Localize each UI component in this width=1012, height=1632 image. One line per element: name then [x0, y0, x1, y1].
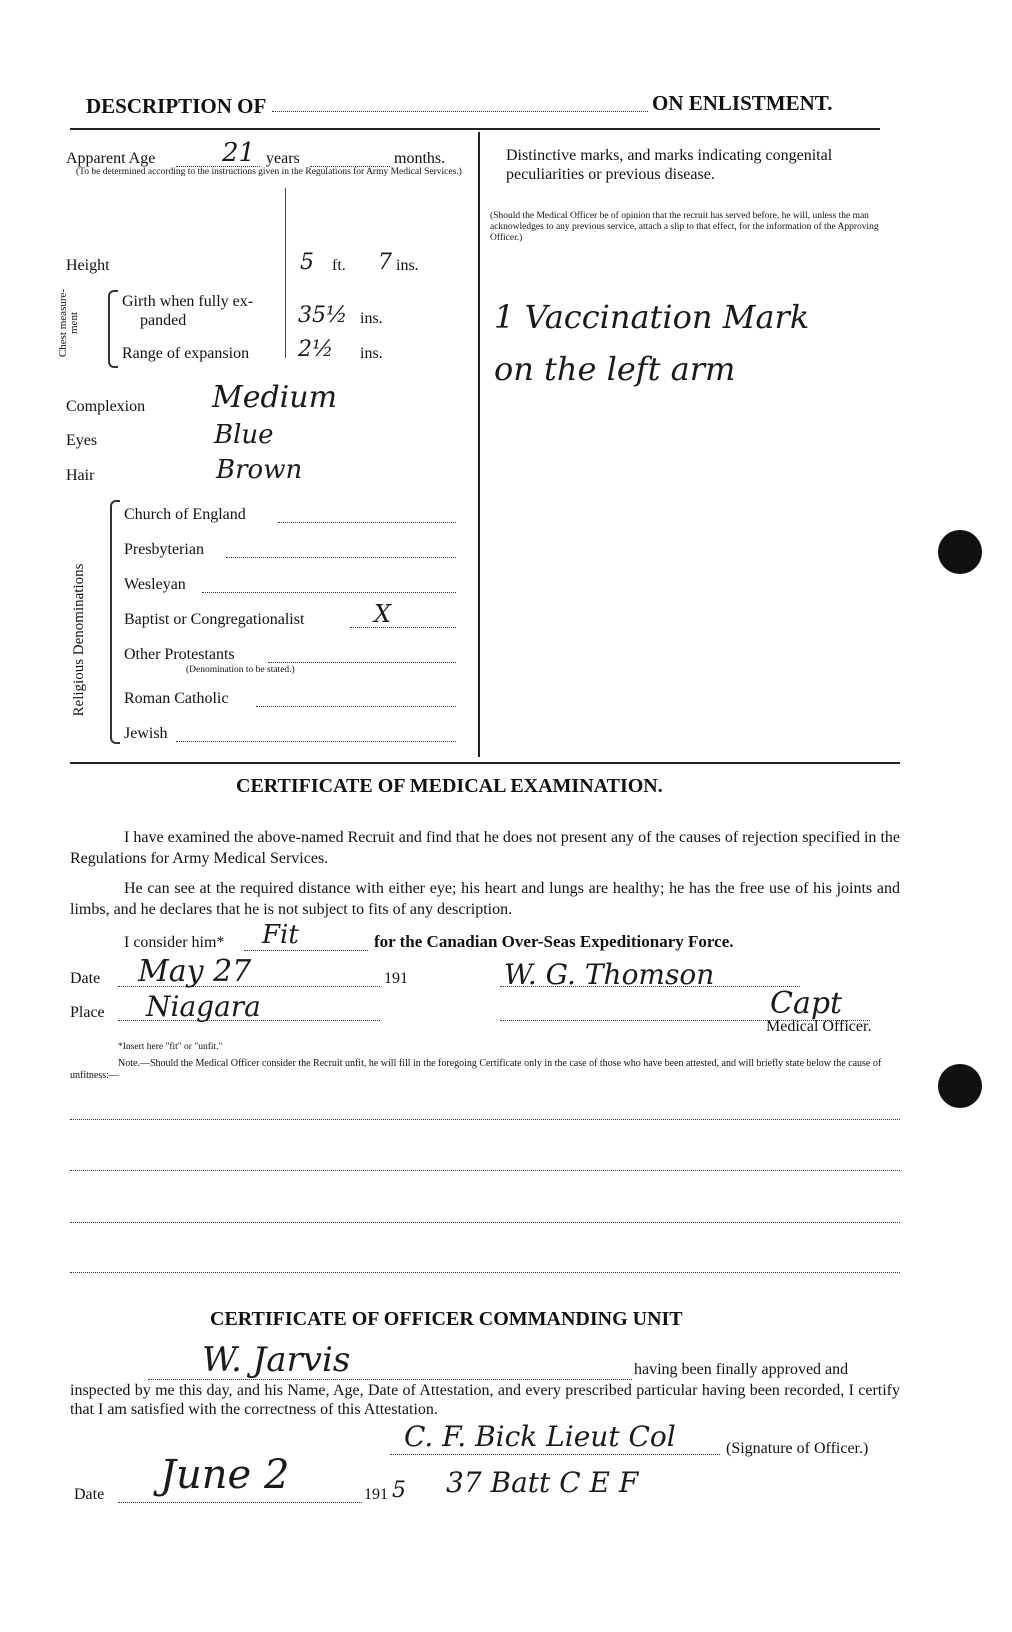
girth-label-1: Girth when fully ex-: [122, 293, 254, 310]
religion-baptist: Baptist or Congregationalist: [124, 611, 305, 628]
fit-value: Fit: [262, 920, 299, 950]
chest-label: Chest measure-ment: [57, 288, 80, 358]
medical-officer-rank: Capt: [770, 986, 843, 1021]
place-value: Niagara: [146, 990, 261, 1023]
religion-roman-catholic: Roman Catholic: [124, 690, 229, 707]
religion-line: [176, 741, 456, 742]
range-ins-label: ins.: [360, 345, 383, 362]
religion-line: [350, 627, 456, 628]
value-column-line: [285, 188, 286, 358]
complexion-value: Medium: [212, 380, 338, 415]
religion-line: [268, 662, 456, 663]
marks-heading: Distinctive marks, and marks indicating congenital peculiarities or previous disease.: [506, 147, 833, 183]
marks-entry-line2: on the left arm: [494, 350, 736, 388]
age-note: (To be determined according to the instructions given in the Regulations for Army Medical Services.): [76, 167, 462, 177]
force-label: for the Canadian Over-Seas Expeditionary Force.: [374, 932, 734, 951]
apparent-age-label: Apparent Age: [66, 150, 156, 167]
punch-hole: [938, 1064, 982, 1108]
religion-side-label: Religious Denominations: [71, 563, 87, 717]
marks-entry-line1: 1 Vaccination Mark: [494, 298, 810, 336]
ft-label: ft.: [332, 257, 346, 274]
girth-value: 35½: [298, 303, 348, 328]
medical-note: Note.—Should the Medical Officer consider the Recruit unfit, he will fill in the foregoing Certificate only in the case of those who have been attested, and will briefly state below the cause of unfitness:—: [70, 1058, 882, 1081]
medical-title: CERTIFICATE OF MEDICAL EXAMINATION.: [236, 775, 663, 797]
commanding-date-line: [118, 1502, 362, 1503]
hair-label: Hair: [66, 467, 95, 484]
fit-line: [244, 950, 368, 951]
religion-brace: [110, 500, 120, 744]
commanding-name-value: W. Jarvis: [202, 1340, 351, 1380]
commanding-officer-signature: C. F. Bick Lieut Col: [404, 1420, 676, 1453]
years-label: years: [266, 150, 300, 167]
medical-date-value: May 27: [138, 954, 252, 989]
height-ins-label: ins.: [396, 257, 419, 274]
height-ft-value: 5: [300, 250, 314, 275]
insert-note: *Insert here "fit" or "unfit.": [118, 1042, 223, 1052]
religion-line: [256, 706, 456, 707]
age-value: 21: [222, 138, 256, 168]
chest-brace: [108, 290, 118, 368]
punch-hole: [938, 530, 982, 574]
signature-line: [500, 986, 800, 987]
place-label: Place: [70, 1004, 105, 1021]
religion-line: [202, 592, 456, 593]
baptist-mark: X: [374, 600, 392, 628]
column-divider: [478, 132, 480, 757]
unfitness-line: [70, 1170, 900, 1171]
medical-officer-signature: W. G. Thomson: [504, 958, 715, 991]
unfitness-line: [70, 1222, 900, 1223]
eyes-label: Eyes: [66, 432, 98, 449]
header-left: DESCRIPTION OF: [86, 94, 267, 118]
religion-jewish: Jewish: [124, 725, 168, 742]
height-ins-value: 7: [378, 250, 392, 275]
girth-label-2: panded: [140, 312, 187, 329]
hair-value: Brown: [216, 455, 303, 485]
religion-wesleyan: Wesleyan: [124, 576, 186, 593]
range-value: 2½: [298, 337, 334, 362]
approved-label: having been finally approved and: [634, 1361, 849, 1378]
religion-line: [278, 522, 456, 523]
officer-signature-line: [390, 1454, 720, 1455]
medical-para1: I have examined the above-named Recruit and find that he does not present any of the causes of rejection specified in the Regulations for Army Medical Services.: [70, 829, 900, 867]
commanding-year-prefix: 191: [364, 1486, 388, 1503]
unfitness-line: [70, 1119, 900, 1120]
medical-year-prefix: 191: [384, 970, 408, 987]
denomination-note: (Denomination to be stated.): [186, 665, 295, 675]
commanding-date-value: June 2: [160, 1452, 290, 1498]
consider-label: I consider him*: [124, 934, 225, 951]
header-rule: [70, 128, 880, 130]
section-rule: [70, 762, 900, 764]
medical-para2: He can see at the required distance with either eye; his heart and lungs are healthy; he has the free use of his joints and limbs, and he declares that he is not subject to fits of any description.: [70, 880, 900, 918]
unfitness-line: [70, 1272, 900, 1273]
officer-signature-label: (Signature of Officer.): [726, 1440, 869, 1457]
religion-other-protestants: Other Protestants: [124, 646, 235, 663]
religion-line: [226, 557, 456, 558]
eyes-value: Blue: [214, 420, 274, 450]
range-label: Range of expansion: [122, 345, 250, 362]
commanding-title: CERTIFICATE OF OFFICER COMMANDING UNIT: [210, 1308, 683, 1330]
religion-church-of-england: Church of England: [124, 506, 246, 523]
medical-date-label: Date: [70, 970, 101, 987]
header-right: ON ENLISTMENT.: [652, 91, 833, 115]
commanding-date-label: Date: [74, 1486, 105, 1503]
medical-officer-label: Medical Officer.: [766, 1018, 872, 1035]
height-label: Height: [66, 257, 110, 274]
commanding-para: inspected by me this day, and his Name, Age, Date of Attestation, and every prescribed particular having been recorded, I certify that I am satisfied with the correctness of this Attestation.: [70, 1382, 900, 1418]
complexion-label: Complexion: [66, 398, 146, 415]
marks-note: (Should the Medical Officer be of opinion that the recruit has served before, he will, unless the man acknowledges to any previous service, attach a slip to that effect, for the information of the Approving Officer.): [490, 211, 879, 243]
commanding-unit-value: 37 Batt C E F: [446, 1466, 639, 1499]
months-label: months.: [394, 150, 446, 167]
commanding-year-suffix: 5: [392, 1478, 406, 1503]
religion-presbyterian: Presbyterian: [124, 541, 204, 558]
girth-ins-label: ins.: [360, 310, 383, 327]
header-line: [272, 111, 648, 112]
